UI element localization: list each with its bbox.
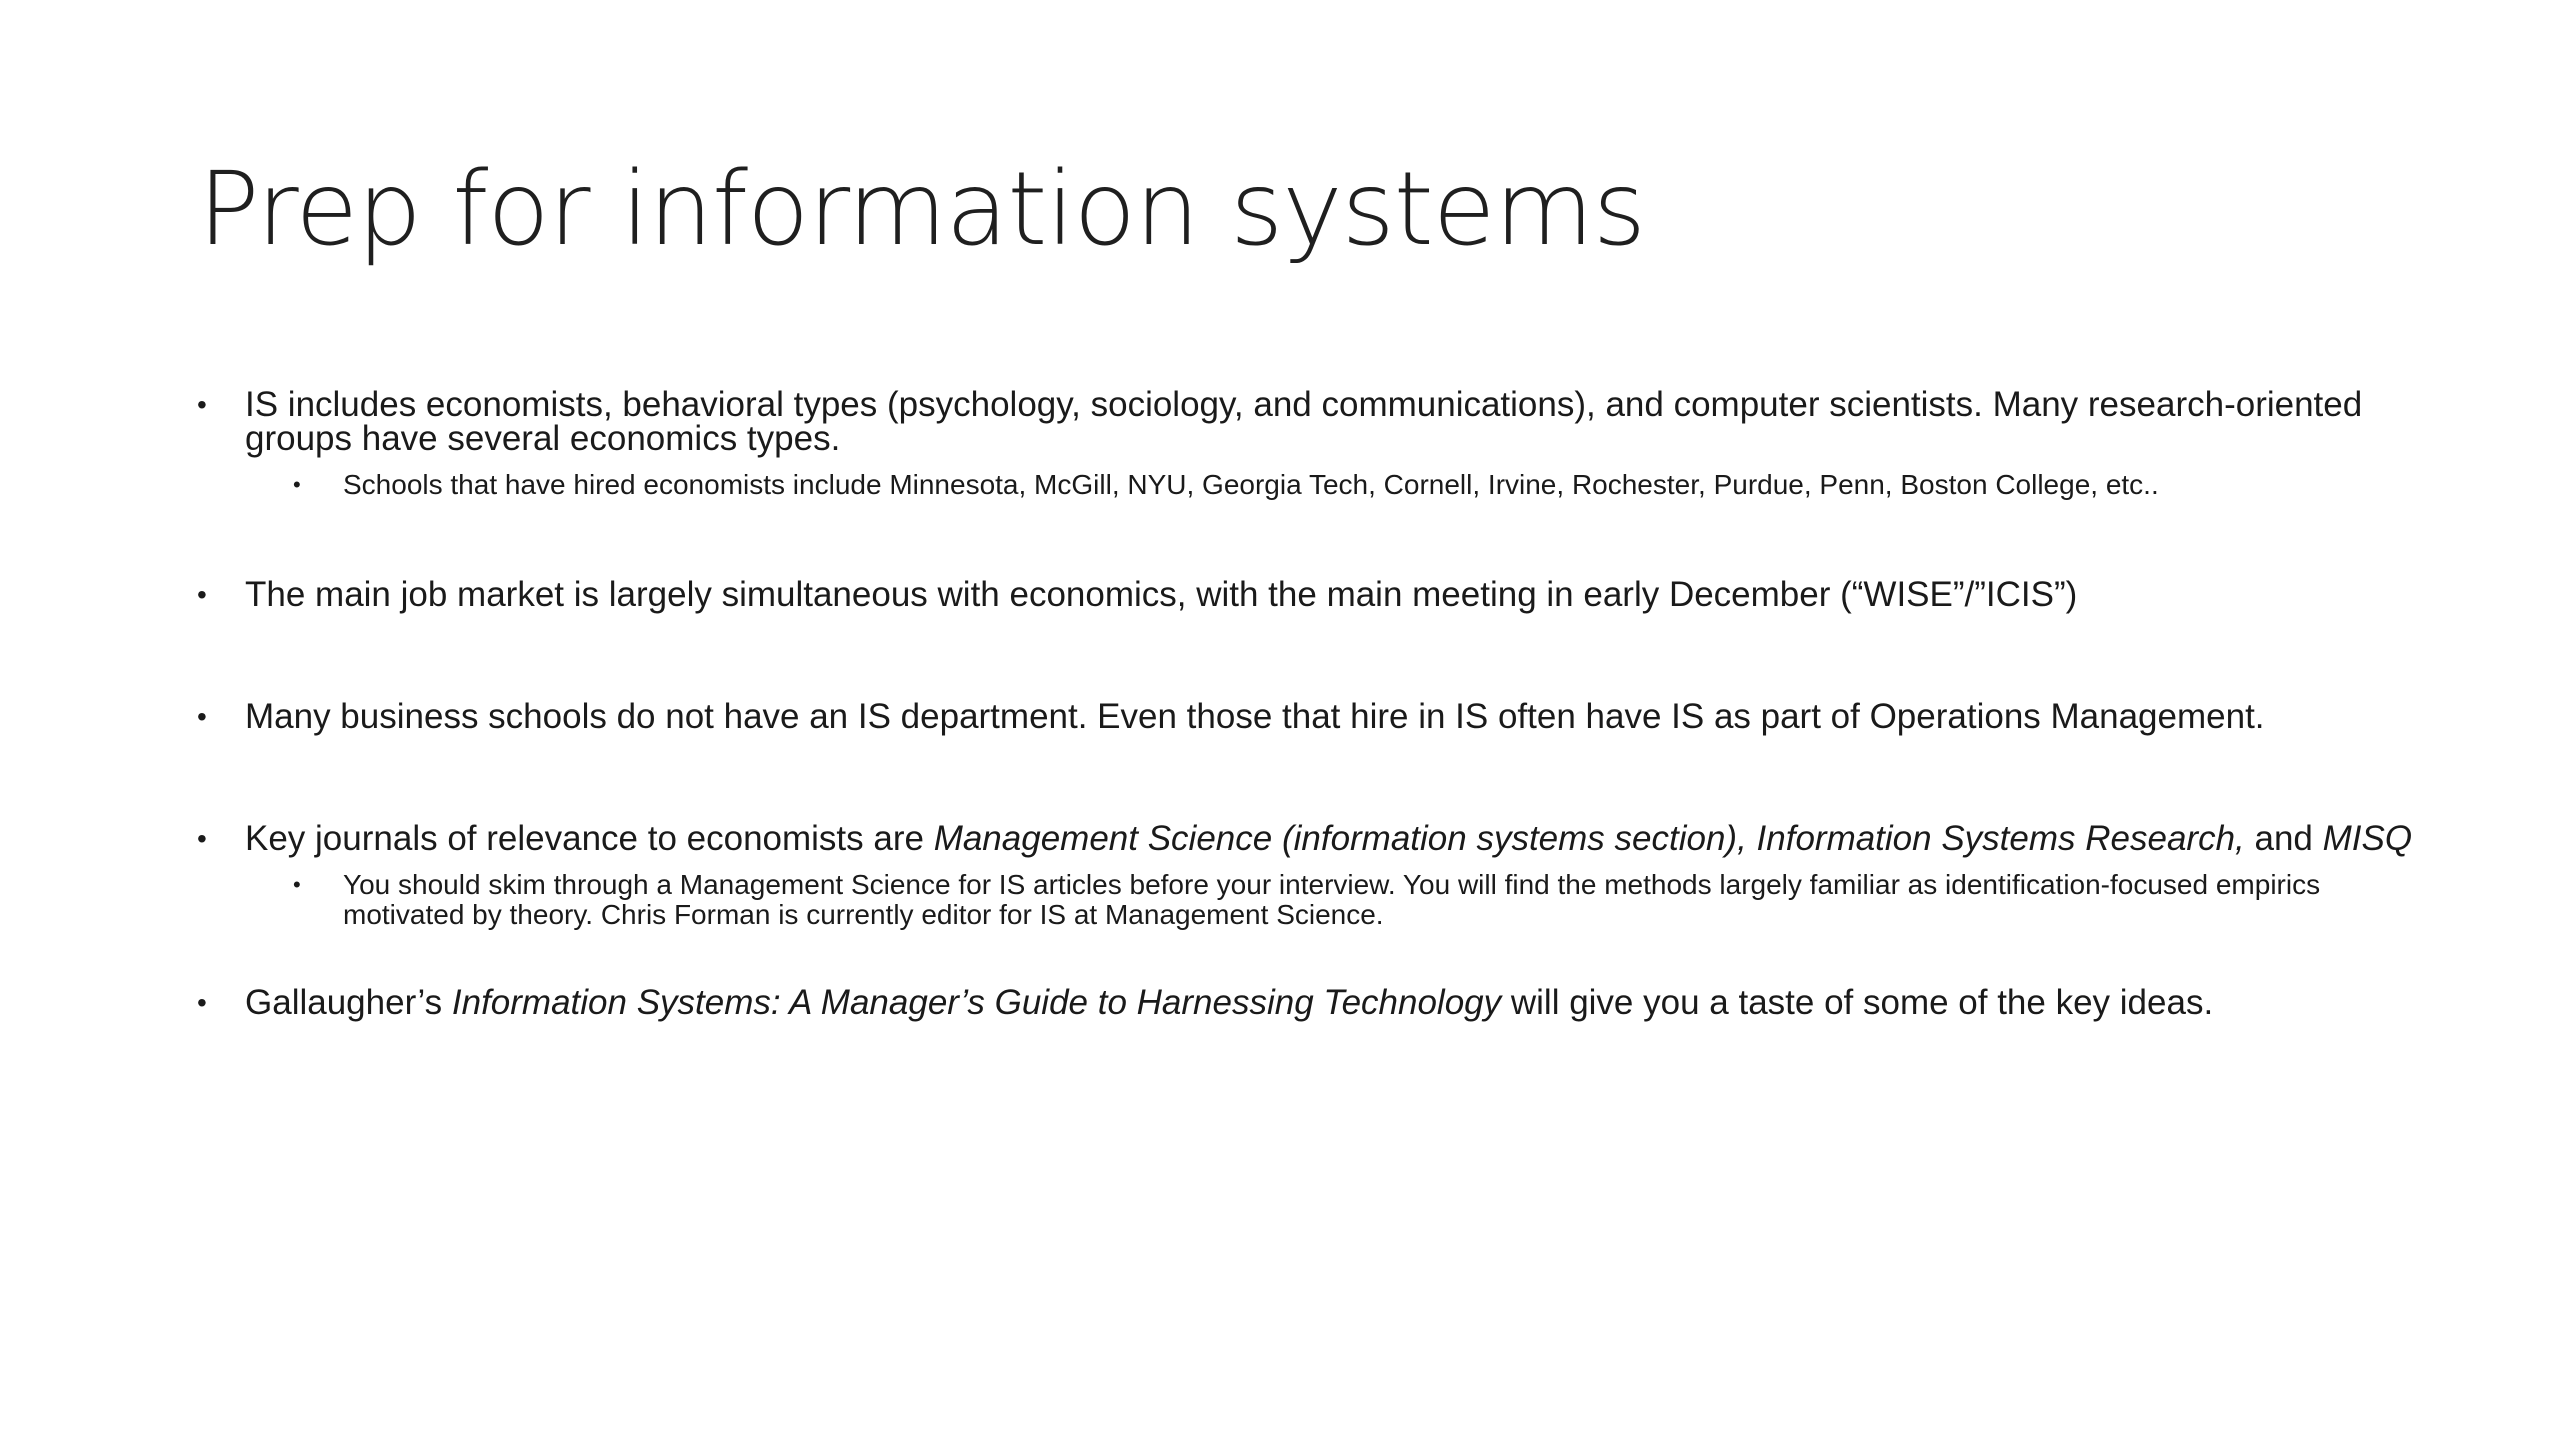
bullet-text-prefix: Gallaugher’s: [245, 983, 452, 1022]
bullet-text: The main job market is largely simultaneous with economics, with the main meeting in early December (“WISE”/”ICIS”): [245, 575, 2078, 614]
bullet-list: [193, 385, 2413, 1022]
bullet-dot-icon: •: [197, 823, 207, 854]
book-italic-text: Information Systems: A Manager’s Guide to Harnessing Technology: [451, 983, 1502, 1022]
bullet-dot-icon: •: [197, 579, 207, 610]
bullet-dot-icon: •: [197, 389, 207, 420]
sub-bullet-schools: [193, 470, 2413, 500]
bullet-text: IS includes economists, behavioral types (psychology, sociology, and communications), and computer scientists. Many research-oriented groups have several economics types.: [245, 385, 2363, 458]
journals-italic-text: Management Science (information systems section), Information Systems Research,: [933, 819, 2245, 858]
bullet-key-journals: [193, 819, 2413, 858]
bullet-business-schools: [193, 697, 2413, 736]
sub-bullet-text: Schools that have hired economists include Minnesota, McGill, NYU, Georgia Tech, Cornell, Irvine, Rochester, Purdue, Penn, Boston College, etc..: [343, 469, 2159, 500]
bullet-text-suffix: will give you a taste of some of the key ideas.: [1501, 983, 2214, 1022]
sub-bullet-skim: [193, 870, 2413, 930]
sub-bullet-dot-icon: •: [293, 872, 301, 897]
bullet-gallaugher: [193, 983, 2413, 1022]
bullet-text-prefix: Key journals of relevance to economists are: [245, 819, 934, 858]
bullet-job-market: [193, 575, 2413, 614]
slide-title: Prep for information systems: [198, 150, 1646, 269]
bullet-dot-icon: •: [197, 987, 207, 1018]
misq-italic-text: MISQ: [2322, 819, 2413, 858]
bullet-dot-icon: •: [197, 701, 207, 732]
sub-bullet-text: You should skim through a Management Science for IS articles before your interview. You will find the methods largely familiar as identification-focused empirics motivated by theory. Chris Forman is currently editor for IS at Management Science.: [343, 869, 2321, 930]
bullet-is-includes: [193, 385, 2413, 458]
sub-bullet-dot-icon: •: [293, 472, 301, 497]
bullet-text: Many business schools do not have an IS department. Even those that hire in IS often have IS as part of Operations Management.: [245, 697, 2265, 736]
bullet-text-and: and: [2244, 819, 2323, 858]
